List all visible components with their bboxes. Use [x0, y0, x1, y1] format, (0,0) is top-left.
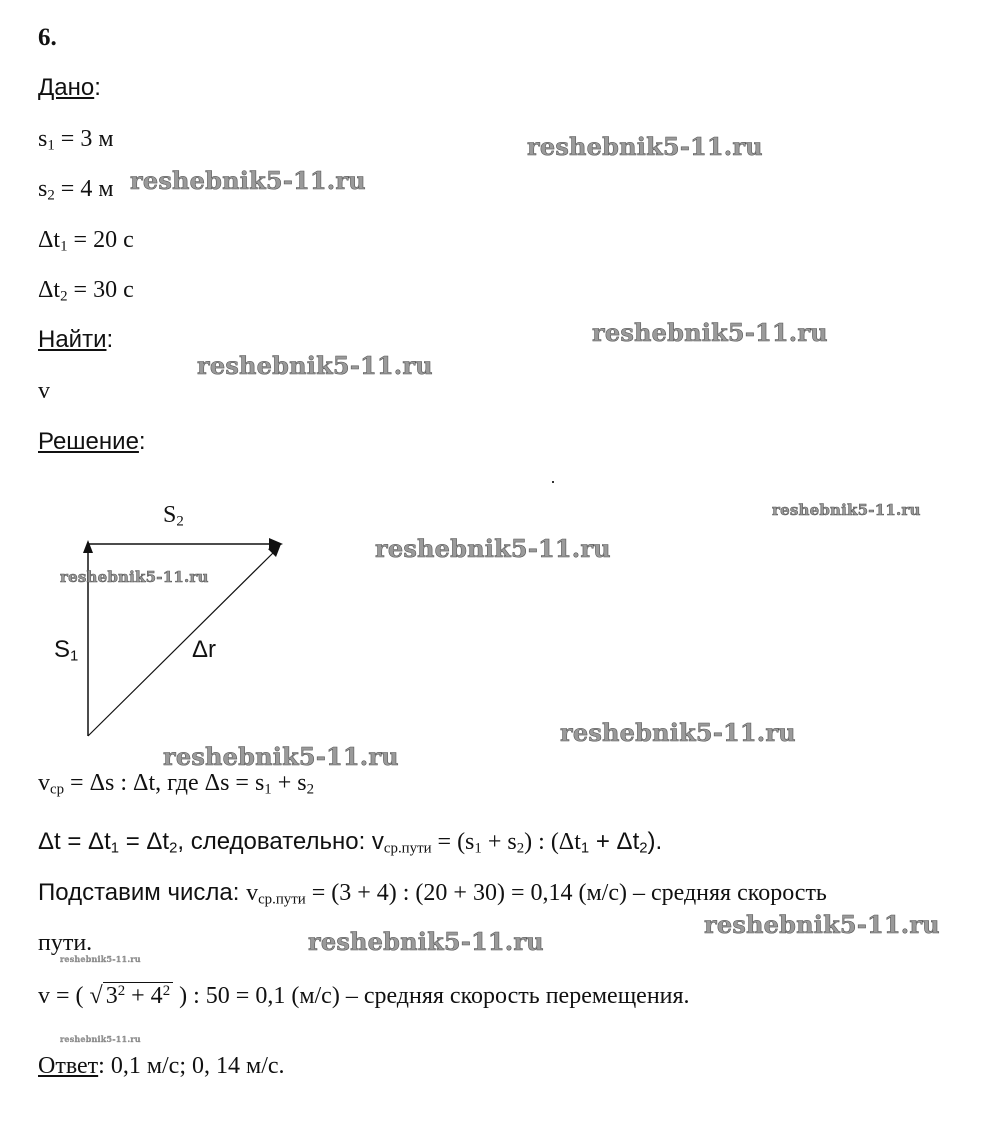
watermark: reshebnik5-11.ru: [560, 718, 796, 747]
s2-symbol: s: [38, 176, 48, 202]
given-t2: [38, 277, 134, 306]
vcp-v: v: [38, 770, 50, 796]
dt-g-sub: 2: [639, 840, 648, 857]
given-t1: [38, 227, 134, 256]
dt-d: = (s: [431, 829, 475, 855]
diagram-label-dr: Δr: [192, 636, 217, 663]
sqrt-a: 3: [105, 983, 118, 1010]
given-s2: [38, 176, 114, 205]
subst-rest: = (3 + 4) : (20 + 30) = 0,14 (м/с) – средняя скорость: [305, 880, 827, 906]
diagram-label-s2: [163, 502, 184, 531]
vcp-sub: ср: [50, 781, 65, 798]
watermark: reshebnik5-11.ru: [60, 568, 209, 586]
vcp-mid: = Δs : Δt, где Δs = s: [64, 770, 265, 796]
subst-v: v: [246, 880, 259, 906]
t2-symbol: Δt: [38, 277, 61, 303]
s1-arrowhead: [83, 540, 93, 553]
answer-label: Ответ: [38, 1053, 99, 1079]
watermark: reshebnik5-11.ru: [308, 927, 544, 956]
dt-b-sub: 2: [169, 840, 178, 857]
formula-dt: [38, 828, 662, 858]
formula-vcp: [38, 770, 314, 799]
t2-value: = 30 с: [67, 277, 134, 303]
watermark: reshebnik5-11.ru: [130, 166, 366, 195]
t1-symbol: Δt: [38, 227, 61, 253]
label-s2-letter: S: [163, 502, 177, 528]
displacement-line: [38, 983, 690, 1010]
problem-number: 6.: [38, 24, 57, 51]
sqrt-expression: √ $3^2 + 4^2$: [90, 983, 174, 1010]
find-value: v: [38, 378, 50, 404]
substitution-cont: пути.: [38, 930, 93, 956]
solution-colon: :: [138, 428, 146, 455]
t1-sub: 1: [60, 238, 68, 255]
label-s1-sub: 1: [70, 648, 79, 665]
dt-f-sub: 1: [580, 840, 590, 857]
vcp-s1-sub: 1: [264, 781, 272, 798]
watermark: reshebnik5-11.ru: [60, 1034, 141, 1044]
vcp-s2-sub: 2: [306, 781, 315, 798]
watermark: reshebnik5-11.ru: [163, 742, 399, 771]
diagram-label-s1: [54, 636, 78, 665]
s1-symbol: s: [38, 126, 48, 152]
dt-f: ) : (Δt: [524, 829, 581, 855]
dt-c: , следовательно: v: [177, 828, 384, 855]
dt-g: + Δt: [589, 828, 640, 855]
sqrt-b-pow: 2: [162, 983, 171, 999]
label-s2-sub: 2: [176, 513, 184, 530]
watermark: reshebnik5-11.ru: [772, 501, 921, 519]
watermark: reshebnik5-11.ru: [375, 534, 611, 563]
s1-sub: 1: [47, 137, 55, 154]
subst-label: Подставим числа:: [38, 879, 247, 906]
watermark: reshebnik5-11.ru: [197, 351, 433, 380]
s1-value: = 3 м: [54, 126, 114, 152]
s2-sub: 2: [47, 187, 55, 204]
dt-b: = Δt: [119, 828, 170, 855]
substitution-line: [38, 879, 827, 909]
find-colon: :: [106, 326, 114, 353]
dt-a: Δt = Δt: [38, 828, 111, 855]
disp-end: ) : 50 = 0,1 (м/с) – средняя скорость перемещения.: [173, 983, 690, 1010]
dt-h: ).: [647, 828, 663, 855]
disp-start: v = (: [38, 983, 84, 1010]
sqrt-plus: + 4: [125, 983, 163, 1010]
solution-heading: [38, 428, 146, 456]
watermark: reshebnik5-11.ru: [592, 318, 828, 347]
t1-value: = 20 с: [67, 227, 134, 253]
stray-dot: [552, 481, 554, 483]
given-s1: [38, 126, 114, 155]
sqrt-a-pow: 2: [117, 983, 126, 999]
subst-v-sub: ср.пути: [258, 891, 306, 908]
dt-a-sub: 1: [110, 840, 120, 857]
watermark: reshebnik5-11.ru: [704, 910, 940, 939]
watermark: reshebnik5-11.ru: [527, 132, 763, 161]
answer-text: : 0,1 м/с; 0, 14 м/с.: [98, 1053, 285, 1079]
given-heading: [38, 74, 101, 102]
s2-value: = 4 м: [54, 176, 114, 202]
dt-e-sub: 2: [516, 840, 525, 857]
vector-triangle-diagram: [40, 500, 300, 750]
label-s1-letter: S: [54, 636, 71, 663]
answer-line: [38, 1053, 285, 1080]
watermark: reshebnik5-11.ru: [60, 954, 141, 964]
dt-v-sub: ср.пути: [383, 840, 432, 857]
dt-d-sub: 1: [474, 840, 482, 857]
vcp-plus: + s: [271, 770, 307, 796]
given-heading-text: Дано: [38, 74, 95, 101]
t2-sub: 2: [60, 288, 68, 305]
dt-e: + s: [481, 829, 517, 855]
given-colon: :: [94, 74, 101, 101]
sqrt-bar: [103, 982, 173, 1009]
solution-heading-text: Решение: [38, 428, 139, 455]
find-heading-text: Найти: [38, 326, 107, 353]
find-heading: [38, 326, 113, 354]
